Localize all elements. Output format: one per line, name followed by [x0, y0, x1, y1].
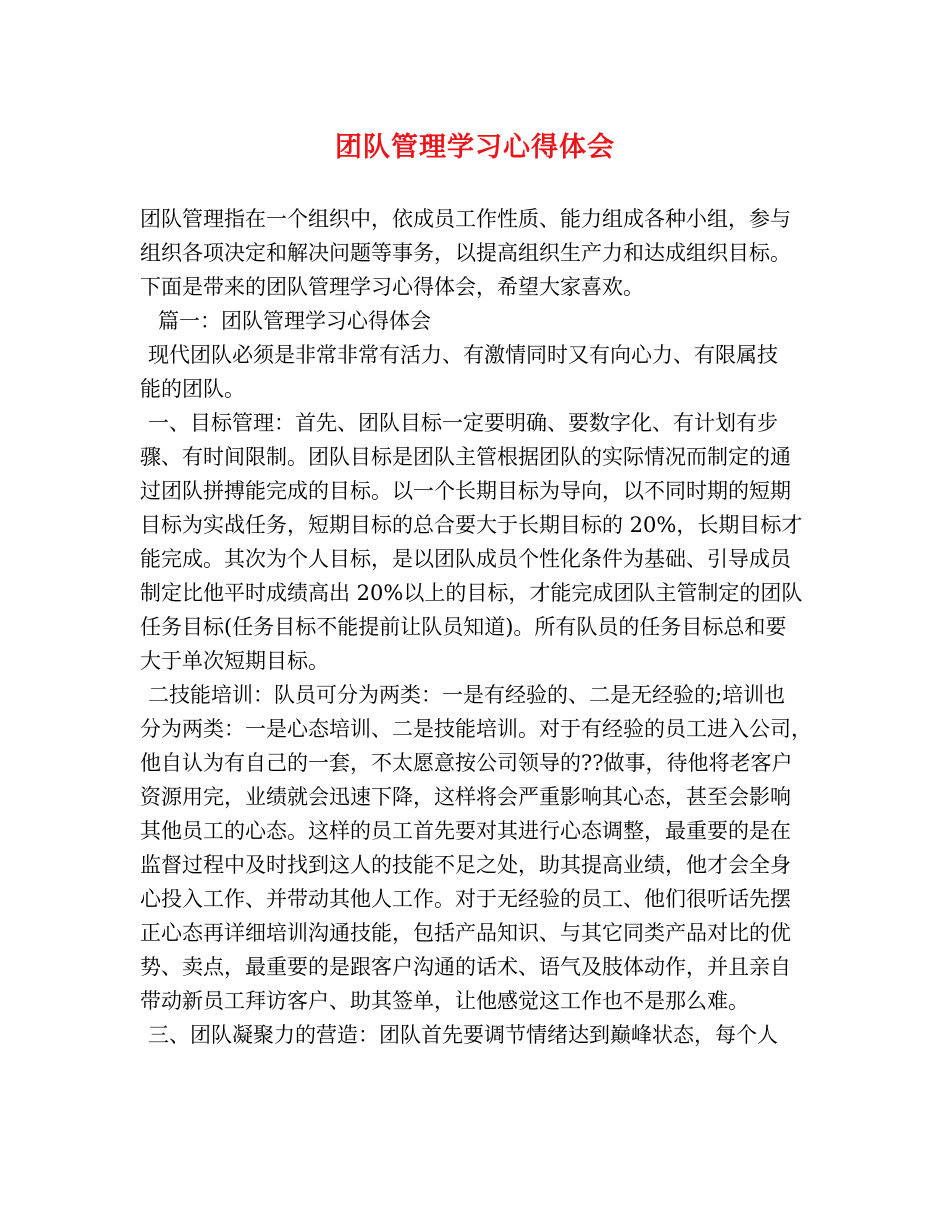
paragraph-line: 骤、有时间限制。团队目标是团队主管根据团队的实际情况而制定的通 [140, 445, 791, 469]
paragraph-line: 他自认为有自己的一套，不太愿意按公司领导的??做事，待他将老客户 [140, 751, 793, 775]
paragraph-line: 下面是带来的团队管理学习心得体会，希望大家喜欢。 [140, 275, 644, 299]
paragraph-line: 能的团队。 [140, 377, 245, 401]
paragraph-line: 过团队拼搏能完成的目标。以一个长期目标为导向，以不同时期的短期 [140, 479, 791, 503]
document-body [140, 202, 830, 1052]
paragraph-line: 能完成。其次为个人目标，是以团队成员个性化条件为基础、引导成员 [140, 547, 791, 571]
paragraph-line: 正心态再详细培训沟通技能，包括产品知识、与其它同类产品对比的优 [140, 921, 791, 945]
paragraph-line: 带动新员工拜访客户、助其签单，让他感觉这工作也不是那么难。 [140, 989, 749, 1013]
paragraph-line: 二技能培训：队员可分为两类：一是有经验的、二是无经验的;培训也 [148, 683, 786, 707]
paragraph-line: 一、目标管理：首先、团队目标一定要明确、要数字化、有计划有步 [148, 411, 778, 435]
document-title: 团队管理学习心得体会 [335, 132, 615, 163]
paragraph-line: 心投入工作、并带动其他人工作。对于无经验的员工、他们很听话先摆 [140, 887, 791, 911]
paragraph-line: 现代团队必须是非常非常有活力、有激情同时又有向心力、有限属技 [148, 343, 778, 367]
paragraph-line: 制定比他平时成绩高出 20%以上的目标，才能完成团队主管制定的团队 [140, 581, 803, 605]
paragraph-line: 团队管理指在一个组织中，依成员工作性质、能力组成各种小组，参与 [140, 207, 791, 231]
paragraph-line: 监督过程中及时找到这人的技能不足之处，助其提高业绩，他才会全身 [140, 853, 791, 877]
paragraph-line: 分为两类：一是心态培训、二是技能培训。对于有经验的员工进入公司， [140, 717, 812, 741]
paragraph-line: 目标为实战任务，短期目标的总合要大于长期目标的 20%，长期目标才 [140, 513, 803, 537]
paragraph-line: 组织各项决定和解决问题等事务，以提高组织生产力和达成组织目标。 [140, 241, 791, 265]
section-heading: 篇一：团队管理学习心得体会 [158, 309, 431, 333]
paragraph-line: 大于单次短期目标。 [140, 649, 329, 673]
paragraph-line: 三、团队凝聚力的营造：团队首先要调节情绪达到巅峰状态，每个人 [148, 1023, 778, 1047]
paragraph-line: 势、卖点，最重要的是跟客户沟通的话术、语气及肢体动作，并且亲自 [140, 955, 791, 979]
paragraph-line: 其他员工的心态。这样的员工首先要对其进行心态调整，最重要的是在 [140, 819, 791, 843]
paragraph-line: 资源用完，业绩就会迅速下降，这样将会严重影响其心态，甚至会影响 [140, 785, 791, 809]
paragraph-line: 任务目标(任务目标不能提前让队员知道)。所有队员的任务目标总和要 [140, 615, 787, 639]
